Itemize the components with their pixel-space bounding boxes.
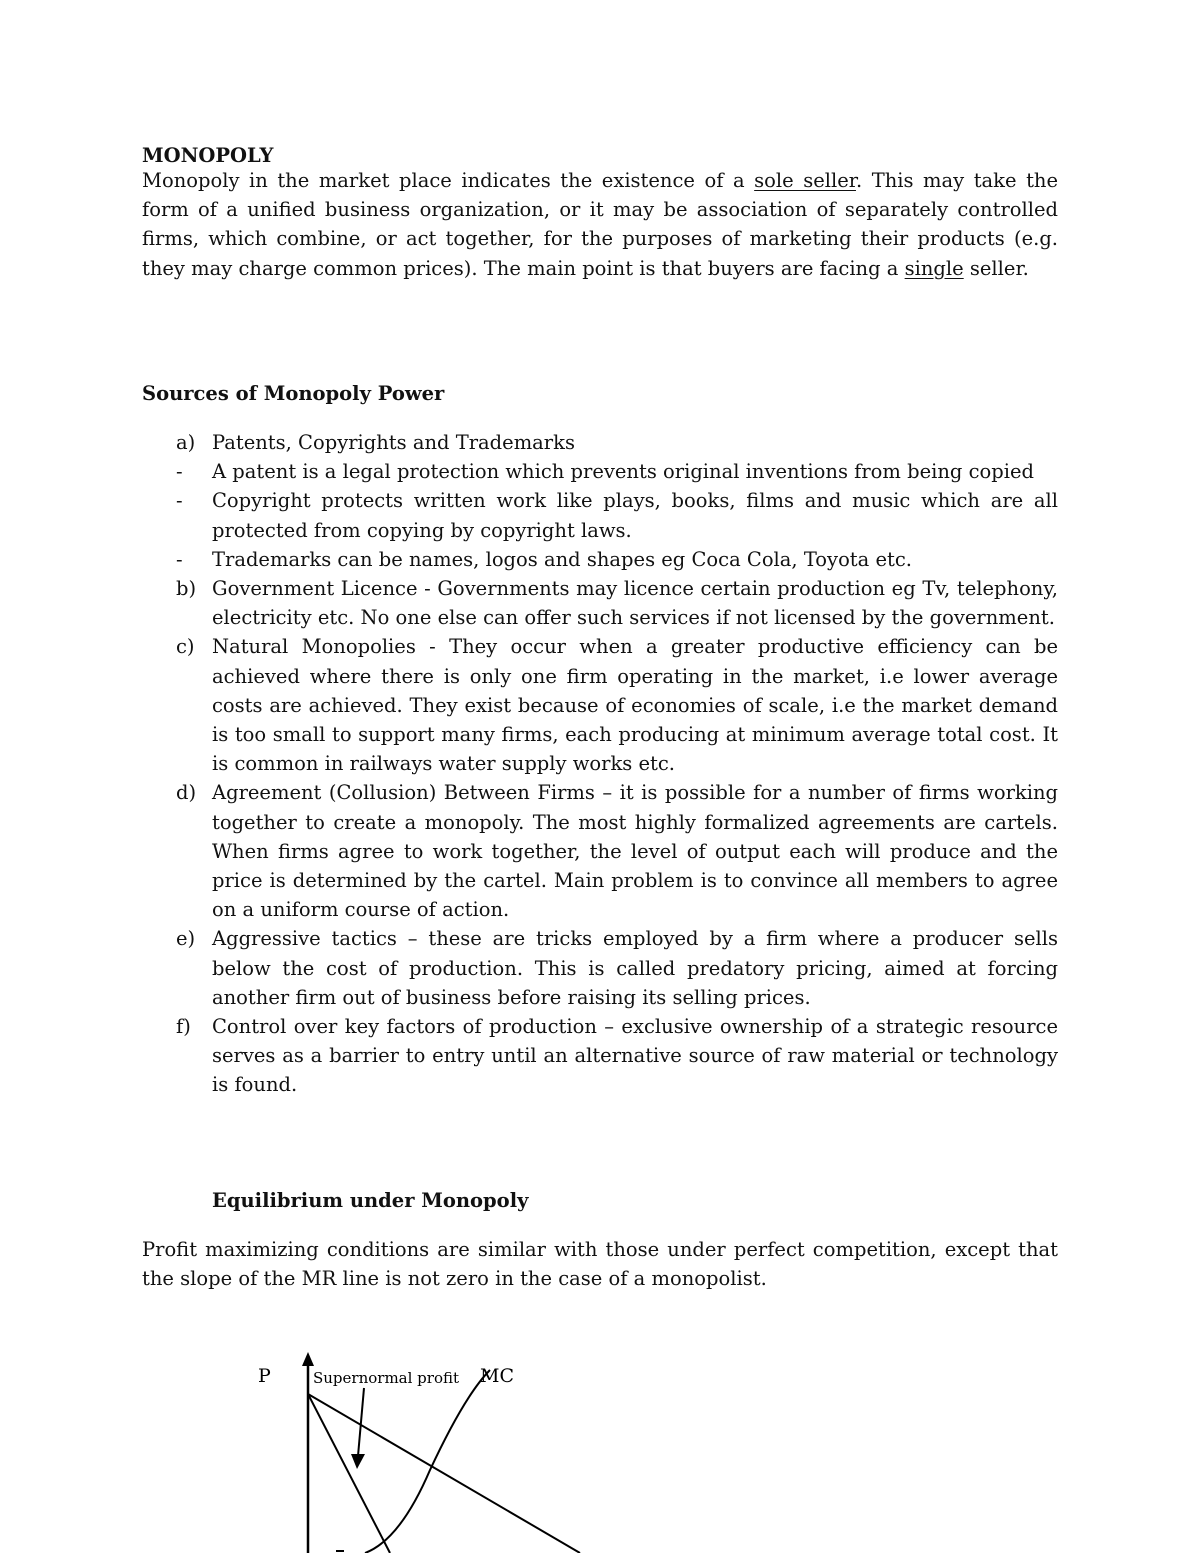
marginal-cost-curve	[365, 1370, 490, 1553]
intro-text-2: . This may take the form of a unified business organization, or it may be association of separately controlled firms, which combine, or act together, for the purposes of marketing their products (e.g. they may charge common prices). The main point is that buyers are facing a	[142, 169, 1059, 280]
list-item-text: Trademarks can be names, logos and shapes eg Coca Cola, Toyota etc.	[212, 547, 912, 571]
sources-list-item	[142, 924, 1058, 1012]
list-item-text: A patent is a legal protection which prevents original inventions from being copied	[212, 460, 1035, 484]
list-item-text: Natural Monopolies - They occur when a greater productive efficiency can be achieved where there is only one firm operating in the market, i.e lower average costs are achieved. They exist because of economies of scale, i.e the market demand is too small to support many firms, each producing at minimum average total cost. It is common in railways water supply works etc.	[212, 635, 1058, 776]
sources-list-item	[142, 428, 1058, 457]
list-marker: a)	[176, 431, 196, 454]
sources-list-item	[142, 778, 1058, 924]
equilibrium-paragraph: Profit maximizing conditions are similar with those under perfect competition, except that the slope of the MR line is not zero in the case of a monopolist.	[142, 1238, 1058, 1291]
list-marker: -	[176, 547, 183, 571]
equilibrium-heading: Equilibrium under Monopoly	[212, 1189, 529, 1212]
annotation-arrow	[358, 1388, 364, 1456]
sources-list-item	[142, 1012, 1058, 1100]
list-item-text: Control over key factors of production – exclusive ownership of a strategic resource serves as a barrier to entry until an alternative source of raw material or technology is found.	[212, 1015, 1058, 1097]
list-marker: d)	[176, 781, 197, 805]
list-marker: f)	[176, 1015, 191, 1039]
list-marker: c)	[176, 635, 195, 659]
sole-seller-term: sole seller	[754, 169, 856, 192]
sources-list-item	[142, 486, 1058, 544]
sources-list-item	[142, 574, 1058, 632]
sources-list-item	[142, 545, 1058, 574]
sources-list	[142, 428, 1058, 1100]
price-axis-label: P	[258, 1365, 271, 1387]
document-title: MONOPOLY	[142, 144, 274, 167]
sources-list-item	[142, 632, 1058, 778]
annotation-arrowhead	[351, 1454, 365, 1469]
list-marker: -	[176, 489, 183, 513]
list-marker: e)	[176, 927, 196, 951]
list-item-text: Copyright protects written work like plays, books, films and music which are all protected from copying by copyright laws.	[212, 489, 1058, 542]
list-marker: -	[176, 460, 183, 484]
list-marker: b)	[176, 577, 197, 601]
list-item-text: Agreement (Collusion) Between Firms – it is possible for a number of firms working together to create a monopoly. The most highly formalized agreements are cartels. When firms agree to work together, the level of output each will produce and the price is determined by the cartel. Main problem is to convince all members to agree on a uniform course of action.	[212, 781, 1058, 922]
list-item-text: Government Licence - Governments may licence certain production eg Tv, telephony, electricity etc. No one else can offer such services if not licensed by the government.	[212, 577, 1058, 630]
mc-label: MC	[480, 1365, 514, 1387]
list-item-text: Patents, Copyrights and Trademarks	[212, 431, 575, 454]
list-item-text: Aggressive tactics – these are tricks employed by a firm where a producer sells below the cost of production. This is called predatory pricing, aimed at forcing another firm out of business before raising its selling prices.	[212, 927, 1058, 1009]
intro-text-1: Monopoly in the market place indicates the existence of a	[142, 169, 755, 192]
sources-list-item	[142, 457, 1058, 486]
single-term: single	[904, 256, 964, 280]
diagram-svg	[240, 1340, 660, 1553]
intro-paragraph	[142, 166, 1058, 283]
price-axis-arrowhead	[302, 1352, 314, 1366]
intro-text-3: seller.	[963, 256, 1029, 280]
sources-heading: Sources of Monopoly Power	[142, 382, 445, 405]
monopoly-equilibrium-diagram	[240, 1340, 660, 1553]
supernormal-profit-label: Supernormal profit	[313, 1369, 460, 1387]
